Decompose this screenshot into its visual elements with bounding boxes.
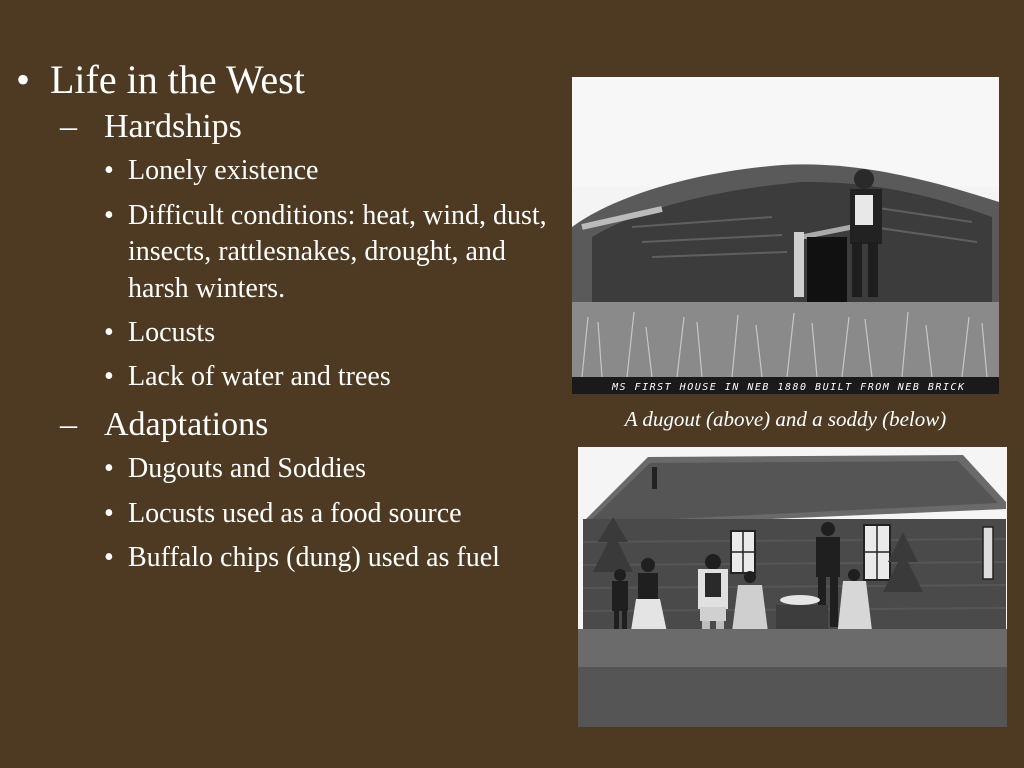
slide-heading: Life in the West — [50, 57, 305, 102]
bullet-marker: • — [104, 497, 114, 529]
heading-item — [16, 56, 556, 576]
bullet-marker: • — [104, 361, 114, 393]
dash-marker: – — [60, 108, 77, 145]
list-item-text: Buffalo chips (dung) used as fuel — [128, 542, 500, 574]
dugout-photo — [572, 77, 999, 394]
bullet-marker: • — [104, 155, 114, 187]
list-item — [104, 315, 556, 351]
dugout-image — [572, 77, 999, 394]
list-item — [104, 359, 556, 395]
section-adaptations — [60, 404, 556, 577]
bullet-marker: • — [104, 199, 114, 231]
list-item — [104, 496, 556, 532]
list-item-text: Locusts — [128, 317, 216, 349]
bullet-marker: • — [104, 542, 114, 574]
photo-inscription: MS FIRST HOUSE IN NEB 1880 BUILT FROM NEB BRICK — [612, 382, 966, 393]
list-item-text: Difficult conditions: heat, wind, dust, insects, rattlesnakes, drought, and harsh winters. — [128, 199, 547, 304]
photo-caption: A dugout (above) and a soddy (below) — [624, 407, 947, 431]
soddy-photo — [578, 447, 1007, 727]
list-item — [104, 153, 556, 189]
dash-marker: – — [60, 405, 77, 443]
bullet-marker: • — [104, 317, 114, 349]
bullet-marker: • — [104, 453, 114, 485]
section-title: Adaptations — [104, 405, 269, 443]
list-item-text: Lonely existence — [128, 155, 319, 187]
list-item — [104, 451, 556, 487]
section-title: Hardships — [104, 108, 242, 145]
section-hardships — [60, 106, 556, 396]
bullet-list — [16, 56, 556, 584]
bullet-marker: • — [16, 57, 31, 102]
list-item — [104, 540, 556, 576]
list-item-text: Lack of water and trees — [128, 361, 391, 393]
list-item — [104, 198, 556, 307]
soddy-image — [578, 447, 1007, 727]
list-item-text: Dugouts and Soddies — [128, 453, 366, 485]
list-item-text: Locusts used as a food source — [128, 497, 462, 529]
